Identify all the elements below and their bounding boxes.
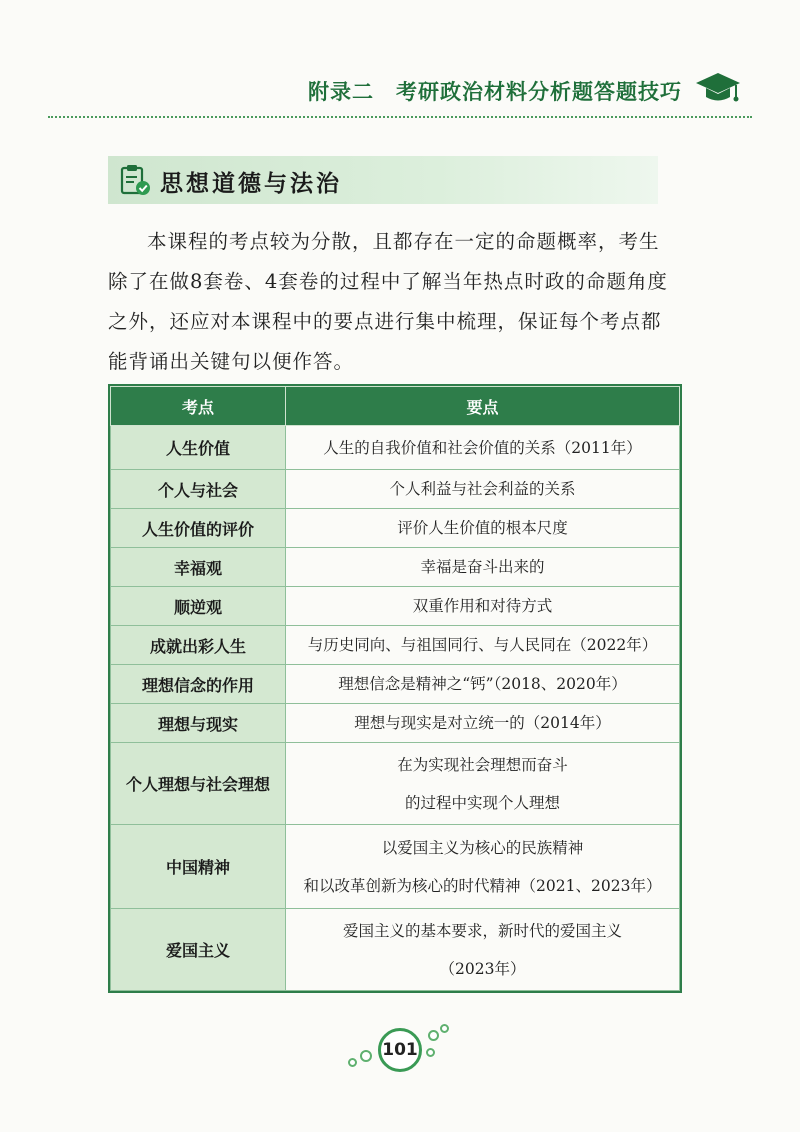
column-header-key: 考点 (111, 387, 286, 426)
key-cell: 个人与社会 (111, 470, 286, 509)
point-cell (286, 587, 680, 626)
table-row (111, 509, 680, 548)
key-cell: 理想与现实 (111, 704, 286, 743)
page-number-badge (340, 1020, 460, 1080)
decor-bubble (360, 1050, 372, 1062)
intro-paragraph: 本课程的考点较为分散，且都存在一定的命题概率，考生除了在做8套卷、4套卷的过程中了解当年热点时政的命题角度之外，还应对本课程中的要点进行集中梳理，保证每个考点都能背诵出关键句以便作答。 (108, 230, 668, 373)
graduation-cap-icon (694, 70, 742, 106)
header-divider (48, 116, 752, 118)
table-row (111, 587, 680, 626)
key-cell: 爱国主义 (111, 909, 286, 991)
table-header-row (111, 387, 680, 426)
point-line: 以爱国主义为核心的民族精神 (381, 838, 584, 857)
point-line: 的过程中实现个人理想 (404, 793, 560, 812)
point-cell (286, 470, 680, 509)
point-line: 理想信念是精神之“钙”（2018、2020年） (338, 675, 627, 693)
point-line: 理想与现实是对立统一的（2014年） (354, 714, 611, 732)
section-banner (108, 156, 658, 204)
key-points-table (108, 384, 682, 993)
key-cell: 顺逆观 (111, 587, 286, 626)
point-line: 幸福是奋斗出来的 (420, 558, 545, 576)
column-header-point: 要点 (286, 387, 680, 426)
decor-bubble (348, 1058, 357, 1067)
table-row (111, 548, 680, 587)
page-number: 101 (378, 1028, 422, 1072)
table-body (111, 426, 680, 991)
key-cell: 成就出彩人生 (111, 626, 286, 665)
decor-bubble (426, 1048, 435, 1057)
section-title: 思想道德与法治 (160, 170, 342, 197)
table-row (111, 825, 680, 909)
point-cell (286, 909, 680, 991)
table-row (111, 743, 680, 825)
point-line: 个人利益与社会利益的关系 (389, 480, 576, 498)
table-row (111, 470, 680, 509)
table-row (111, 665, 680, 704)
decor-bubble (428, 1030, 439, 1041)
table-row (111, 704, 680, 743)
point-line: 爱国主义的基本要求，新时代的爱国主义 (342, 921, 622, 940)
point-line: 双重作用和对待方式 (412, 597, 553, 615)
key-cell: 个人理想与社会理想 (111, 743, 286, 825)
key-cell: 中国精神 (111, 825, 286, 909)
point-cell (286, 509, 680, 548)
point-line: 与历史同向、与祖国同行、与人民同在（2022年） (307, 636, 658, 654)
decor-bubble (440, 1024, 449, 1033)
table-row (111, 909, 680, 991)
point-cell (286, 665, 680, 704)
point-line: 和以改革创新为核心的时代精神（2021、2023年） (303, 876, 662, 895)
clipboard-check-icon (118, 163, 152, 197)
key-cell: 人生价值的评价 (111, 509, 286, 548)
table-row (111, 626, 680, 665)
key-cell: 理想信念的作用 (111, 665, 286, 704)
point-cell (286, 626, 680, 665)
point-cell (286, 704, 680, 743)
point-line: 评价人生价值的根本尺度 (397, 519, 568, 537)
key-cell: 幸福观 (111, 548, 286, 587)
point-cell (286, 743, 680, 825)
running-header-title: 附录二 考研政治材料分析题答题技巧 (308, 80, 682, 104)
point-line: （2023年） (439, 959, 526, 978)
table-row (111, 426, 680, 470)
key-cell: 人生价值 (111, 426, 286, 470)
point-cell (286, 825, 680, 909)
point-line: 在为实现社会理想而奋斗 (397, 755, 568, 774)
point-line: 人生的自我价值和社会价值的关系（2011年） (323, 438, 642, 457)
point-cell (286, 548, 680, 587)
running-header (0, 70, 800, 110)
point-cell (286, 426, 680, 470)
